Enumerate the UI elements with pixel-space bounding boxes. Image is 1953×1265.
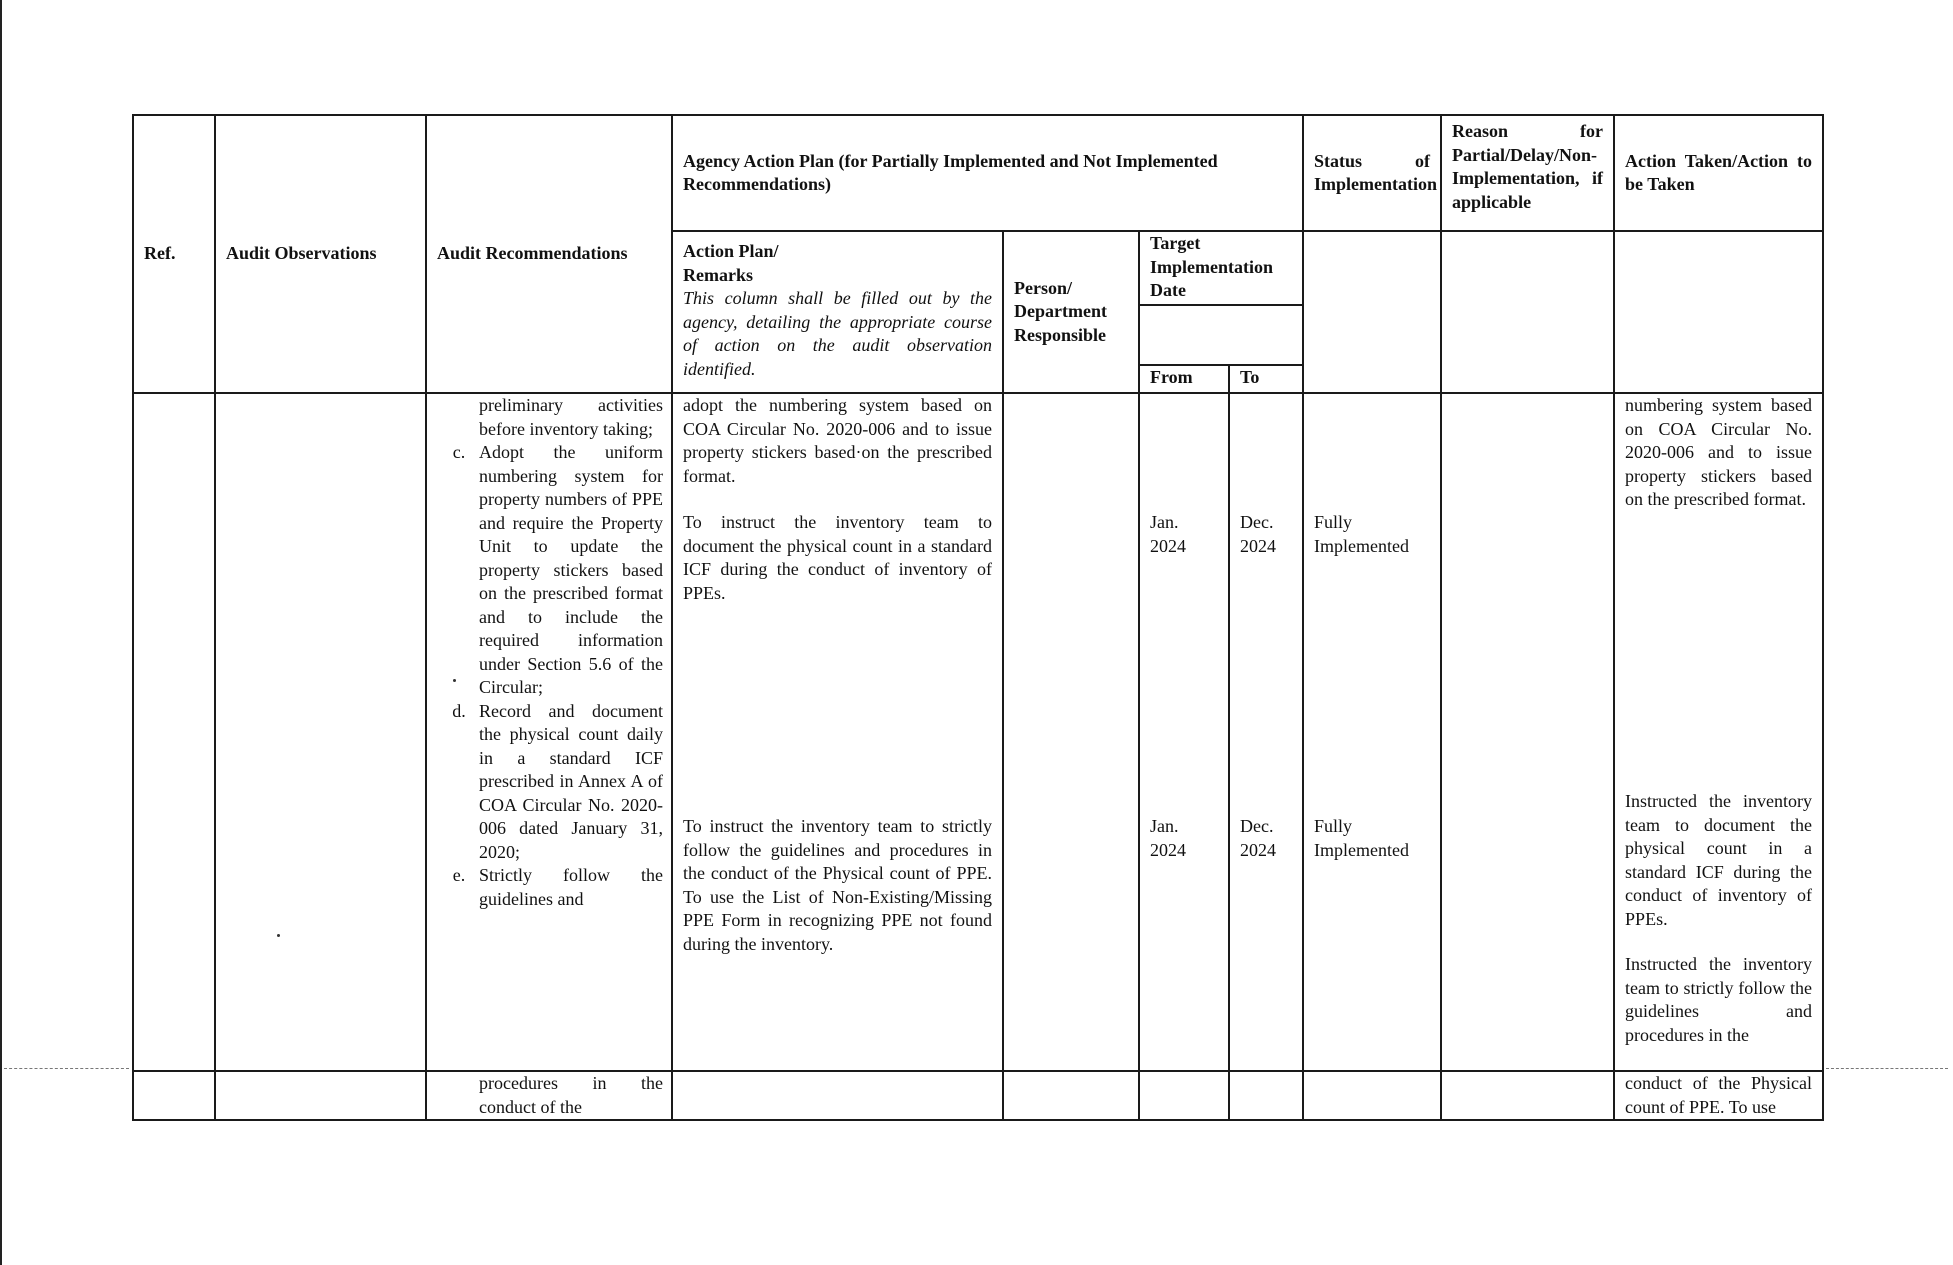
list-item [427, 394, 671, 441]
recommendation-letter: d. [452, 700, 466, 721]
table-row [133, 393, 1823, 1071]
agency-action-plan-header: Agency Action Plan (for Partially Implemented and Not Implemented Recommendations) [672, 115, 1303, 231]
audit-action-plan-table [132, 114, 1824, 1121]
recommendation-c: Adopt the uniform numbering system for property numbers of PPE and require the Property Unit to update the property stickers based on the prescribed format and to include the required information under Section 5.6 of the Circular; [479, 442, 663, 697]
reason-cell [1441, 393, 1614, 1071]
stray-mark [277, 934, 280, 937]
person-responsible-cell [1003, 393, 1139, 1071]
to-date-1: Dec. 2024 [1240, 512, 1276, 556]
page-edge-rule [0, 0, 2, 1265]
list-item [427, 441, 671, 700]
to-date-cell [1229, 393, 1303, 1071]
reason-header: Reason for Partial/Delay/Non-Implementation, if applicable [1441, 115, 1614, 231]
status-subheader-blank [1303, 231, 1441, 393]
action-taken-header: Action Taken/Action to be Taken [1614, 115, 1823, 231]
action-subheader-blank [1614, 231, 1823, 393]
audit-recommendations-header: Audit Recommendations [426, 115, 672, 393]
action-taken-1: numbering system based on COA Circular No. 2020-006 and to issue property stickers based on the prescribed format. [1625, 395, 1813, 509]
action-taken-continued: conduct of the Physical count of PPE. To use [1625, 1073, 1813, 1117]
target-date-blank [1140, 306, 1302, 366]
to-date-cell [1229, 1071, 1303, 1120]
from-date-cell [1139, 1071, 1229, 1120]
from-date-1: Jan. 2024 [1150, 512, 1186, 556]
action-plan-3: To instruct the inventory team to strictly follow the guidelines and procedures in the conduct of the Physical count of PPE. To use the List of Non-Existing/Missing PPE Form in recognizing PPE not found during the inventory. [683, 816, 992, 954]
scan-dash-left [4, 1068, 129, 1070]
stray-mark [453, 679, 456, 682]
recommendation-e: Strictly follow the guidelines and [479, 865, 663, 909]
status-1: Fully Implemented [1314, 512, 1410, 556]
action-plan-header [672, 231, 1003, 393]
recommendation-letter: c. [452, 442, 466, 462]
action-taken-cell [1614, 393, 1823, 1071]
status-cell [1303, 1071, 1441, 1120]
action-plan-1: adopt the numbering system based on COA Circular No. 2020-006 and to issue property stickers based·on the prescribed format. [683, 395, 992, 486]
status-cell [1303, 393, 1441, 1071]
from-header: From [1140, 366, 1230, 392]
target-date-subheaders [1140, 366, 1302, 392]
ref-cell [133, 1071, 215, 1120]
from-date-2: Jan. 2024 [1150, 816, 1186, 860]
action-plan-title: Action Plan/ [683, 241, 779, 261]
ref-header: Ref. [133, 115, 215, 393]
audit-observations-header: Audit Observations [215, 115, 426, 393]
action-taken-cell [1614, 1071, 1823, 1120]
reason-cell [1441, 1071, 1614, 1120]
status-2: Fully Implemented [1314, 816, 1410, 860]
target-date-label: Target Implementation Date [1140, 232, 1302, 306]
from-date-cell [1139, 393, 1229, 1071]
target-date-header [1139, 231, 1303, 393]
recommendation-letter: e. [452, 865, 466, 885]
person-responsible-cell [1003, 1071, 1139, 1120]
audit-recommendation-cell [426, 1071, 672, 1120]
recommendation-intro: preliminary activities before inventory taking; [479, 395, 663, 439]
to-date-2: Dec. 2024 [1240, 816, 1276, 860]
action-taken-3: Instructed the inventory team to strictly follow the guidelines and procedures in the [1625, 954, 1813, 1045]
header-row-top [133, 115, 1823, 231]
person-responsible-header: Person/ Department Responsible [1003, 231, 1139, 393]
action-plan-cell [672, 1071, 1003, 1120]
action-plan-note: This column shall be filled out by the agency, detailing the appropriate course of action on the audit observation identified. [683, 288, 992, 379]
table-row [133, 1071, 1823, 1120]
action-taken-2: Instructed the inventory team to document the physical count in a standard ICF during the conduct of inventory of PPEs. [1625, 791, 1813, 929]
audit-observation-cell [215, 393, 426, 1071]
recommendation-d: Record and document the physical count daily in a standard ICF prescribed in Annex A of COA Circular No. 2020-006 dated January 31, 2020; [479, 700, 663, 862]
action-plan-cell [672, 393, 1003, 1071]
reason-subheader-blank [1441, 231, 1614, 393]
audit-observation-cell [215, 1071, 426, 1120]
audit-recommendation-cell [426, 393, 672, 1071]
list-item [427, 864, 671, 911]
recommendation-continued: procedures in the conduct of the [479, 1073, 663, 1117]
ref-cell [133, 393, 215, 1071]
status-header: Status of Implementation [1303, 115, 1441, 231]
list-item [427, 700, 671, 865]
to-header: To [1240, 367, 1260, 387]
scan-dash-right [1826, 1068, 1948, 1070]
action-plan-2: To instruct the inventory team to document the physical count in a standard ICF during the conduct of inventory of PPEs. [683, 512, 992, 603]
action-plan-remarks: Remarks [683, 264, 753, 285]
